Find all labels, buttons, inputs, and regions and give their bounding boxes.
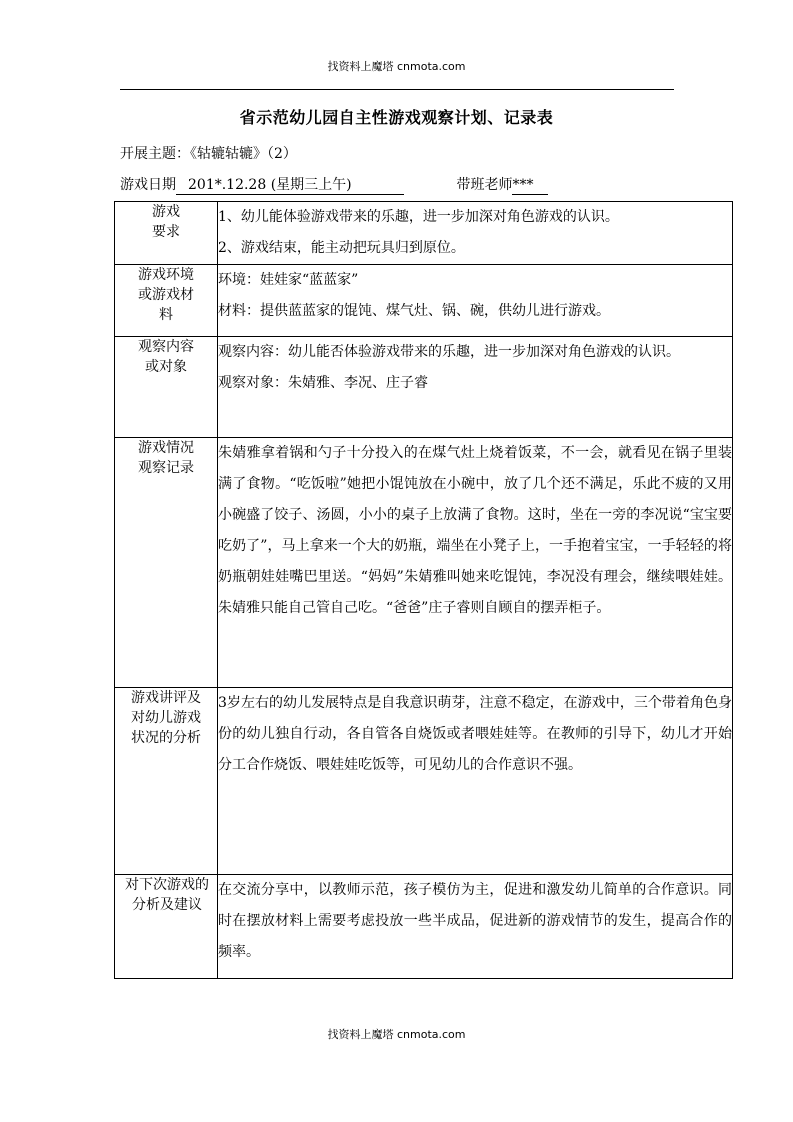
row-content-cell bbox=[218, 202, 733, 265]
content-line: 材料：提供蓝蓝家的馄饨、煤气灶、锅、碗，供幼儿进行游戏。 bbox=[218, 303, 610, 319]
table-row bbox=[115, 337, 733, 438]
table-row bbox=[115, 438, 733, 688]
header-divider bbox=[120, 89, 674, 90]
row-label-cell bbox=[115, 337, 218, 438]
theme-label: 开展主题 bbox=[120, 146, 176, 162]
row-label: 游戏要求 bbox=[152, 204, 180, 240]
row-content-cell bbox=[218, 438, 733, 688]
observation-table bbox=[114, 201, 733, 979]
row-label: 游戏环境或游戏材料 bbox=[138, 267, 194, 323]
row-label-cell bbox=[115, 438, 218, 688]
row-label: 游戏讲评及对幼儿游戏状况的分析 bbox=[131, 690, 201, 746]
table-row bbox=[115, 875, 733, 979]
game-date-label: 游戏日期 bbox=[120, 177, 176, 193]
row-label: 游戏情况观察记录 bbox=[138, 440, 194, 476]
theme-value: ：《轱辘轱辘》（2） bbox=[176, 146, 297, 162]
row-label-cell bbox=[115, 202, 218, 265]
content-line: 环境：娃娃家“蓝蓝家” bbox=[218, 272, 359, 288]
date-teacher-line bbox=[120, 174, 548, 195]
content-line: 1、幼儿能体验游戏带来的乐趣，进一步加深对角色游戏的认识。 bbox=[218, 209, 619, 225]
header-watermark: 找资料上魔塔 cnmota.com bbox=[327, 60, 466, 73]
content-line: 观察对象：朱婧雅、李况、庄子睿 bbox=[218, 375, 428, 391]
content-line: 2、游戏结束，能主动把玩具归到原位。 bbox=[218, 240, 465, 256]
row-label-cell bbox=[115, 875, 218, 979]
table-row bbox=[115, 688, 733, 875]
row-label: 观察内容或对象 bbox=[138, 339, 194, 375]
teacher-value: *** bbox=[512, 177, 548, 195]
teacher-label: 带班老师 bbox=[456, 177, 513, 193]
row-label: 对下次游戏的分析及建议 bbox=[125, 877, 209, 913]
theme-line bbox=[120, 143, 297, 163]
footer-watermark: 找资料上魔塔 cnmota.com bbox=[327, 1028, 466, 1041]
row-content-cell bbox=[218, 337, 733, 438]
table-row bbox=[115, 202, 733, 265]
table-row bbox=[115, 265, 733, 337]
content-line: 观察内容：幼儿能否体验游戏带来的乐趣，进一步加深对角色游戏的认识。 bbox=[218, 344, 680, 360]
row-label-cell bbox=[115, 688, 218, 875]
row-content-cell bbox=[218, 688, 733, 875]
row-content-cell bbox=[218, 265, 733, 337]
content-paragraph: 在交流分享中，以教师示范，孩子模仿为主，促进和激发幼儿简单的合作意识。同时在摆放材料上需要考虑投放一些半成品，促进新的游戏情节的发生，提高合作的频率。 bbox=[218, 882, 732, 960]
content-paragraph: 朱婧雅拿着锅和勺子十分投入的在煤气灶上烧着饭菜，不一会，就看见在锅子里装满了食物。“吃饭啦”她把小馄饨放在小碗中，放了几个还不满足，乐此不疲的又用小碗盛了饺子、汤圆，小小的桌子上放满了食物。这时，坐在一旁的李况说“宝宝要吃奶了”，马上拿来一个大的奶瓶，端坐在小凳子上，一手抱着宝宝，一手轻轻的将奶瓶朝娃娃嘴巴里送。“妈妈”朱婧雅叫她来吃馄饨，李况没有理会，继续喂娃娃。朱婧雅只能自己管自己吃。“爸爸”庄子睿则自顾自的摆弄柜子。 bbox=[218, 445, 732, 616]
row-content-cell bbox=[218, 875, 733, 979]
game-date-value: 201*.12.28 (星期三上午) bbox=[176, 177, 404, 195]
content-paragraph: 3岁左右的幼儿发展特点是自我意识萌芽，注意不稳定，在游戏中，三个带着角色身份的幼儿独自行动，各自管各自烧饭或者喂娃娃等。在教师的引导下，幼儿才开始分工合作烧饭、喂娃娃吃饭等，可见幼儿的合作意识不强。 bbox=[218, 695, 732, 773]
row-label-cell bbox=[115, 265, 218, 337]
page-title: 省示范幼儿园自主性游戏观察计划、记录表 bbox=[239, 108, 554, 127]
